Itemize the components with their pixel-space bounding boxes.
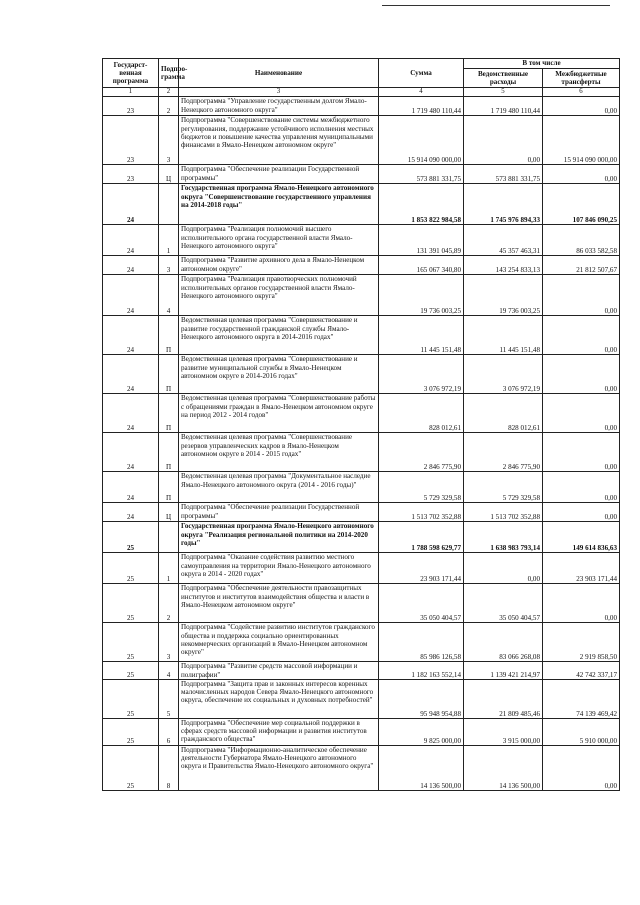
row-name: Подпрограмма "Оказание содействия развитию местного самоуправления на территории Ямало-Ненецкого автономного округа в 2014 - 2020 годах" (179, 553, 379, 584)
row-transfers: 107 846 090,25 (543, 184, 620, 225)
state-program-code: 25 (103, 662, 159, 680)
row-sum: 85 986 126,58 (379, 623, 464, 662)
top-rule (382, 5, 610, 6)
col-num: 6 (543, 88, 620, 97)
state-program-code: 24 (103, 184, 159, 225)
row-departmental: 5 729 329,58 (464, 472, 543, 503)
subprogram-code: П (159, 433, 179, 472)
row-departmental: 45 357 463,31 (464, 225, 543, 256)
state-program-code: 24 (103, 355, 159, 394)
row-departmental: 573 881 331,75 (464, 165, 543, 184)
state-program-code: 25 (103, 553, 159, 584)
header-state-program: Государст-венная программа (103, 59, 159, 88)
subprogram-code: Ц (159, 503, 179, 522)
row-transfers: 0,00 (543, 394, 620, 433)
row-departmental: 35 050 404,57 (464, 584, 543, 623)
row-sum: 35 050 404,57 (379, 584, 464, 623)
table-row (103, 745, 620, 790)
table-row (103, 97, 620, 116)
row-departmental: 1 139 421 214,97 (464, 662, 543, 680)
row-departmental: 21 809 485,46 (464, 679, 543, 718)
table-row (103, 584, 620, 623)
row-transfers: 0,00 (543, 316, 620, 355)
state-program-code: 24 (103, 472, 159, 503)
subprogram-code: П (159, 394, 179, 433)
row-name: Подпрограмма "Обеспечение мер социальной поддержки в сферах средств массовой информации и развития институтов гражданского общества" (179, 718, 379, 745)
budget-table (102, 58, 620, 791)
subprogram-code (159, 184, 179, 225)
row-sum: 9 825 000,00 (379, 718, 464, 745)
subprogram-code: 2 (159, 584, 179, 623)
row-name: Подпрограмма "Обеспечение реализации Государственной программы" (179, 503, 379, 522)
table-row (103, 662, 620, 680)
row-transfers: 0,00 (543, 97, 620, 116)
row-transfers: 74 139 469,42 (543, 679, 620, 718)
state-program-code: 23 (103, 116, 159, 165)
table-row (103, 718, 620, 745)
row-departmental: 1 719 480 110,44 (464, 97, 543, 116)
table-row (103, 623, 620, 662)
row-name: Подпрограмма "Развитие средств массовой информации и полиграфии" (179, 662, 379, 680)
row-name: Подпрограмма "Обеспечение реализации Государственной программы" (179, 165, 379, 184)
row-sum: 1 719 480 110,44 (379, 97, 464, 116)
state-program-code: 25 (103, 623, 159, 662)
row-transfers: 15 914 090 000,00 (543, 116, 620, 165)
subprogram-code: 2 (159, 97, 179, 116)
table-row (103, 275, 620, 316)
row-name: Подпрограмма "Информационно-аналитическое обеспечение деятельности Губернатора Ямало-Ненецкого автономного округа и Правительства Ямало-Ненецкого автономного округа" (179, 745, 379, 790)
row-transfers: 0,00 (543, 165, 620, 184)
col-num: 5 (464, 88, 543, 97)
subprogram-code: 8 (159, 745, 179, 790)
table-row (103, 256, 620, 275)
state-program-code: 24 (103, 225, 159, 256)
row-name: Подпрограмма "Защита прав и законных интересов коренных малочисленных народов Севера Ямало-Ненецкого автономного округа, обеспечение их социальных и духовных потребностей" (179, 679, 379, 718)
subprogram-code: 6 (159, 718, 179, 745)
row-name: Ведомственная целевая программа "Совершенствование резервов управленческих кадров в Ямало-Ненецком автономном округе в 2014 - 2015 годах" (179, 433, 379, 472)
header-sum: Сумма (379, 59, 464, 88)
row-departmental: 83 066 268,08 (464, 623, 543, 662)
row-departmental: 1 513 702 352,88 (464, 503, 543, 522)
state-program-code: 24 (103, 394, 159, 433)
row-name: Подпрограмма "Развитие архивного дела в Ямало-Ненецком автономном округе" (179, 256, 379, 275)
subprogram-code: 3 (159, 116, 179, 165)
row-departmental: 143 254 833,13 (464, 256, 543, 275)
header-including: В том числе (464, 59, 620, 69)
row-name: Подпрограмма "Совершенствование системы межбюджетного регулирования, поддержание устойчивого исполнения местных бюджетов и повышение качества управления муниципальными финансами в Ямало-Ненецком автономном округе" (179, 116, 379, 165)
row-name: Подпрограмма "Управление государственным долгом Ямало-Ненецкого автономного округа" (179, 97, 379, 116)
program-row (103, 184, 620, 225)
subprogram-code: 4 (159, 275, 179, 316)
row-departmental: 1 745 976 894,33 (464, 184, 543, 225)
row-sum: 573 881 331,75 (379, 165, 464, 184)
state-program-code: 23 (103, 165, 159, 184)
row-name: Ведомственная целевая программа "Документальное наследие Ямало-Ненецкого автономного округа (2014 - 2016 годы)" (179, 472, 379, 503)
header-subprogram: Подпро-грамма (159, 59, 179, 88)
row-name: Подпрограмма "Содействие развитию институтов гражданского общества и поддержка социально ориентированных некоммерческих организаций в Ямало-Ненецком автономном округе" (179, 623, 379, 662)
subprogram-code: 1 (159, 225, 179, 256)
row-departmental: 3 076 972,19 (464, 355, 543, 394)
subprogram-code: 3 (159, 623, 179, 662)
row-name: Государственная программа Ямало-Ненецкого автономного округа "Реализация региональной политики на 2014-2020 годы" (179, 522, 379, 553)
row-name: Ведомственная целевая программа "Совершенствование и развитие государственной гражданской службы Ямало-Ненецкого автономного округа в 2014-2016 годах" (179, 316, 379, 355)
header-transfers: Межбюджетные трансферты (543, 69, 620, 88)
row-departmental: 19 736 003,25 (464, 275, 543, 316)
program-row (103, 522, 620, 553)
row-departmental: 0,00 (464, 116, 543, 165)
row-departmental: 1 638 983 793,14 (464, 522, 543, 553)
row-sum: 19 736 003,25 (379, 275, 464, 316)
row-name: Подпрограмма "Реализация правотворческих полномочий исполнительных органов государственной власти Ямало-Ненецкого автономного округа" (179, 275, 379, 316)
row-sum: 3 076 972,19 (379, 355, 464, 394)
row-transfers: 42 742 337,17 (543, 662, 620, 680)
state-program-code: 24 (103, 316, 159, 355)
row-departmental: 2 846 775,90 (464, 433, 543, 472)
row-transfers: 0,00 (543, 355, 620, 394)
table-row (103, 553, 620, 584)
state-program-code: 25 (103, 584, 159, 623)
col-num: 1 (103, 88, 159, 97)
table-body (103, 97, 620, 791)
table-row (103, 355, 620, 394)
subprogram-code: 5 (159, 679, 179, 718)
col-num: 2 (159, 88, 179, 97)
row-departmental: 828 012,61 (464, 394, 543, 433)
row-transfers: 2 919 858,50 (543, 623, 620, 662)
state-program-code: 24 (103, 503, 159, 522)
row-transfers: 0,00 (543, 472, 620, 503)
row-transfers: 0,00 (543, 745, 620, 790)
col-num: 4 (379, 88, 464, 97)
row-sum: 23 903 171,44 (379, 553, 464, 584)
table-row (103, 503, 620, 522)
row-sum: 5 729 329,58 (379, 472, 464, 503)
table-row (103, 116, 620, 165)
table-row (103, 225, 620, 256)
row-name: Подпрограмма "Обеспечение деятельности правозащитных институтов и институтов взаимодействия общества и власти в Ямало-Ненецком автономном округе" (179, 584, 379, 623)
row-transfers: 86 033 582,58 (543, 225, 620, 256)
table-row (103, 394, 620, 433)
header-name: Наименование (179, 59, 379, 88)
state-program-code: 24 (103, 433, 159, 472)
table-row (103, 165, 620, 184)
row-sum: 1 853 822 984,58 (379, 184, 464, 225)
row-sum: 828 012,61 (379, 394, 464, 433)
subprogram-code: 1 (159, 553, 179, 584)
col-num: 3 (179, 88, 379, 97)
state-program-code: 25 (103, 679, 159, 718)
row-name: Ведомственная целевая программа "Совершенствование и развитие муниципальной службы в Ямало-Ненецком автономном округе в 2014-2016 годах" (179, 355, 379, 394)
table-row (103, 472, 620, 503)
row-departmental: 11 445 151,48 (464, 316, 543, 355)
subprogram-code: П (159, 316, 179, 355)
state-program-code: 23 (103, 97, 159, 116)
row-sum: 165 067 340,80 (379, 256, 464, 275)
row-sum: 1 788 598 629,77 (379, 522, 464, 553)
row-transfers: 23 903 171,44 (543, 553, 620, 584)
row-transfers: 0,00 (543, 433, 620, 472)
subprogram-code (159, 522, 179, 553)
row-sum: 11 445 151,48 (379, 316, 464, 355)
row-sum: 15 914 090 000,00 (379, 116, 464, 165)
state-program-code: 24 (103, 256, 159, 275)
row-sum: 95 948 954,88 (379, 679, 464, 718)
table-row (103, 316, 620, 355)
subprogram-code: 4 (159, 662, 179, 680)
row-departmental: 3 915 000,00 (464, 718, 543, 745)
row-sum: 1 182 163 552,14 (379, 662, 464, 680)
row-transfers: 5 910 000,00 (543, 718, 620, 745)
subprogram-code: Ц (159, 165, 179, 184)
state-program-code: 25 (103, 522, 159, 553)
state-program-code: 25 (103, 745, 159, 790)
row-sum: 131 391 045,89 (379, 225, 464, 256)
row-transfers: 0,00 (543, 275, 620, 316)
row-name: Ведомственная целевая программа "Совершенствование работы с обращениями граждан в Ямало-Ненецком автономном округе на период 2012 - 2014 годов" (179, 394, 379, 433)
row-sum: 14 136 500,00 (379, 745, 464, 790)
header-departmental: Ведомственные расходы (464, 69, 543, 88)
row-name: Подпрограмма "Реализация полномочий высшего исполнительного органа государственной власти Ямало-Ненецкого автономного округа" (179, 225, 379, 256)
row-sum: 2 846 775,90 (379, 433, 464, 472)
row-transfers: 149 614 836,63 (543, 522, 620, 553)
row-sum: 1 513 702 352,88 (379, 503, 464, 522)
state-program-code: 25 (103, 718, 159, 745)
subprogram-code: П (159, 472, 179, 503)
subprogram-code: П (159, 355, 179, 394)
row-name: Государственная программа Ямало-Ненецкого автономного округа "Совершенствование государственного управления на 2014-2018 годы" (179, 184, 379, 225)
row-transfers: 21 812 507,67 (543, 256, 620, 275)
table-row (103, 433, 620, 472)
row-transfers: 0,00 (543, 584, 620, 623)
column-number-row (103, 88, 620, 97)
subprogram-code: 3 (159, 256, 179, 275)
table-row (103, 679, 620, 718)
row-departmental: 0,00 (464, 553, 543, 584)
table-header (103, 59, 620, 97)
state-program-code: 24 (103, 275, 159, 316)
row-departmental: 14 136 500,00 (464, 745, 543, 790)
row-transfers: 0,00 (543, 503, 620, 522)
